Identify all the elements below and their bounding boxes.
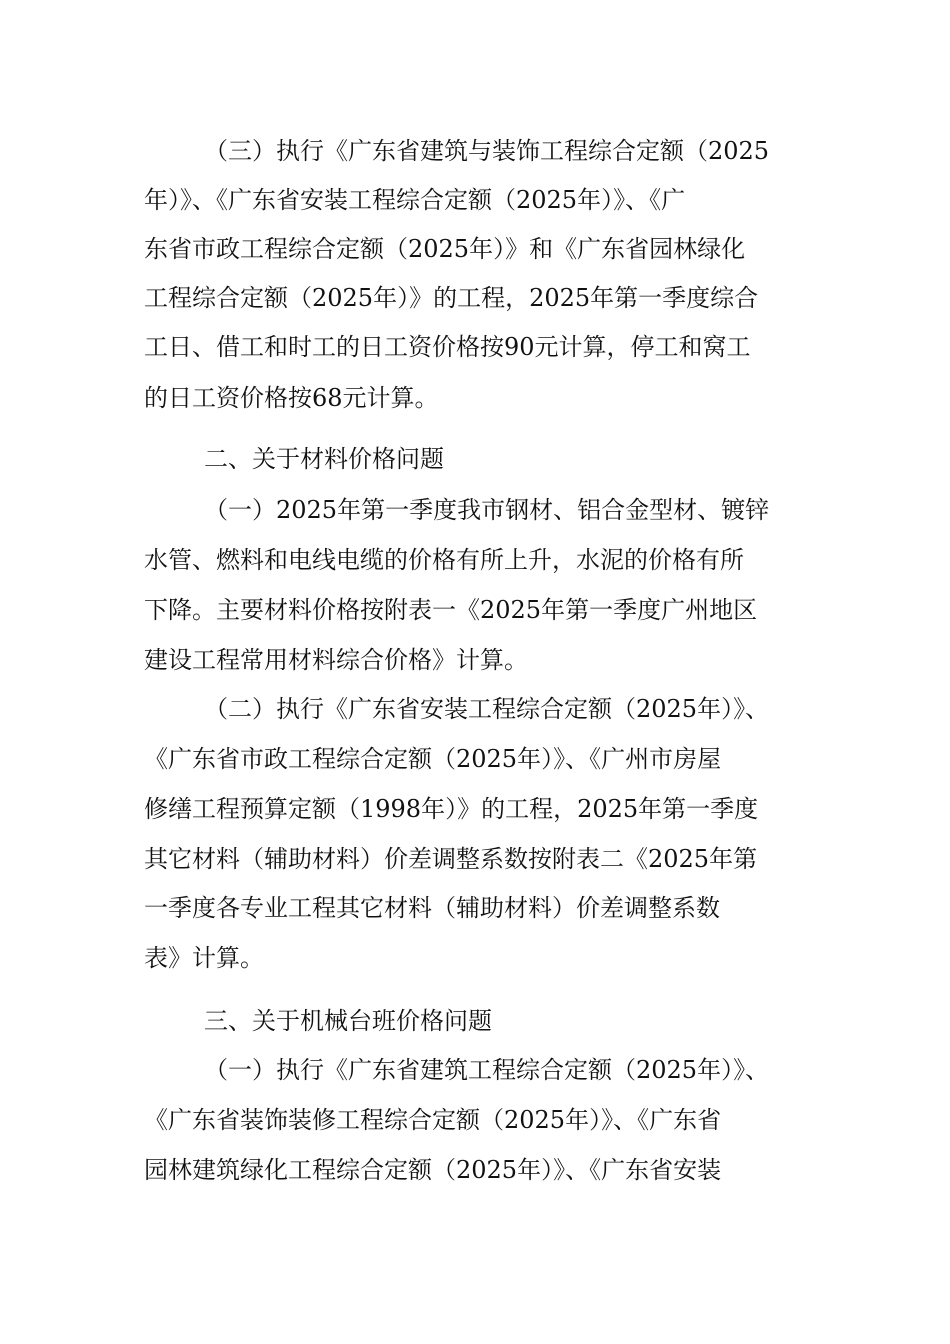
paragraph-line: 东省市政工程综合定额（2025年）》和《广东省园林绿化 [144, 235, 746, 263]
section-heading: 三、关于机械台班价格问题 [204, 1007, 492, 1035]
paragraph-line: 修缮工程预算定额（1998年）》的工程，2025年第一季度 [144, 795, 759, 823]
paragraph-line: 年）》、《广东省安装工程综合定额（2025年）》、《广 [144, 186, 686, 214]
paragraph-line: 工程综合定额（2025年）》的工程，2025年第一季度综合 [144, 284, 759, 312]
paragraph-line: 工日、借工和时工的日工资价格按90元计算，停工和窝工 [144, 333, 751, 361]
paragraph-line: 建设工程常用材料综合价格》计算。 [144, 646, 528, 674]
paragraph-line: 《广东省装饰装修工程综合定额（2025年）》、《广东省 [144, 1106, 722, 1134]
paragraph-line: （一）执行《广东省建筑工程综合定额（2025年）》、 [204, 1056, 770, 1084]
paragraph-line: （三）执行《广东省建筑与装饰工程综合定额（2025 [204, 137, 770, 165]
section-heading: 二、关于材料价格问题 [204, 445, 444, 473]
paragraph-line: 水管、燃料和电线电缆的价格有所上升，水泥的价格有所 [144, 546, 744, 574]
paragraph-line: 一季度各专业工程其它材料（辅助材料）价差调整系数 [144, 894, 720, 922]
paragraph-line: 《广东省市政工程综合定额（2025年）》、《广州市房屋 [144, 745, 722, 773]
paragraph-line: 其它材料（辅助材料）价差调整系数按附表二《2025年第 [144, 845, 758, 873]
paragraph-line: 下降。主要材料价格按附表一《2025年第一季度广州地区 [144, 596, 758, 624]
paragraph-line: 园林建筑绿化工程综合定额（2025年）》、《广东省安装 [144, 1156, 722, 1184]
paragraph-line: （二）执行《广东省安装工程综合定额（2025年）》、 [204, 695, 770, 723]
paragraph-line: （一）2025年第一季度我市钢材、铝合金型材、镀锌 [204, 496, 770, 524]
paragraph-line: 表》计算。 [144, 944, 264, 972]
paragraph-line: 的日工资价格按68元计算。 [144, 384, 439, 412]
